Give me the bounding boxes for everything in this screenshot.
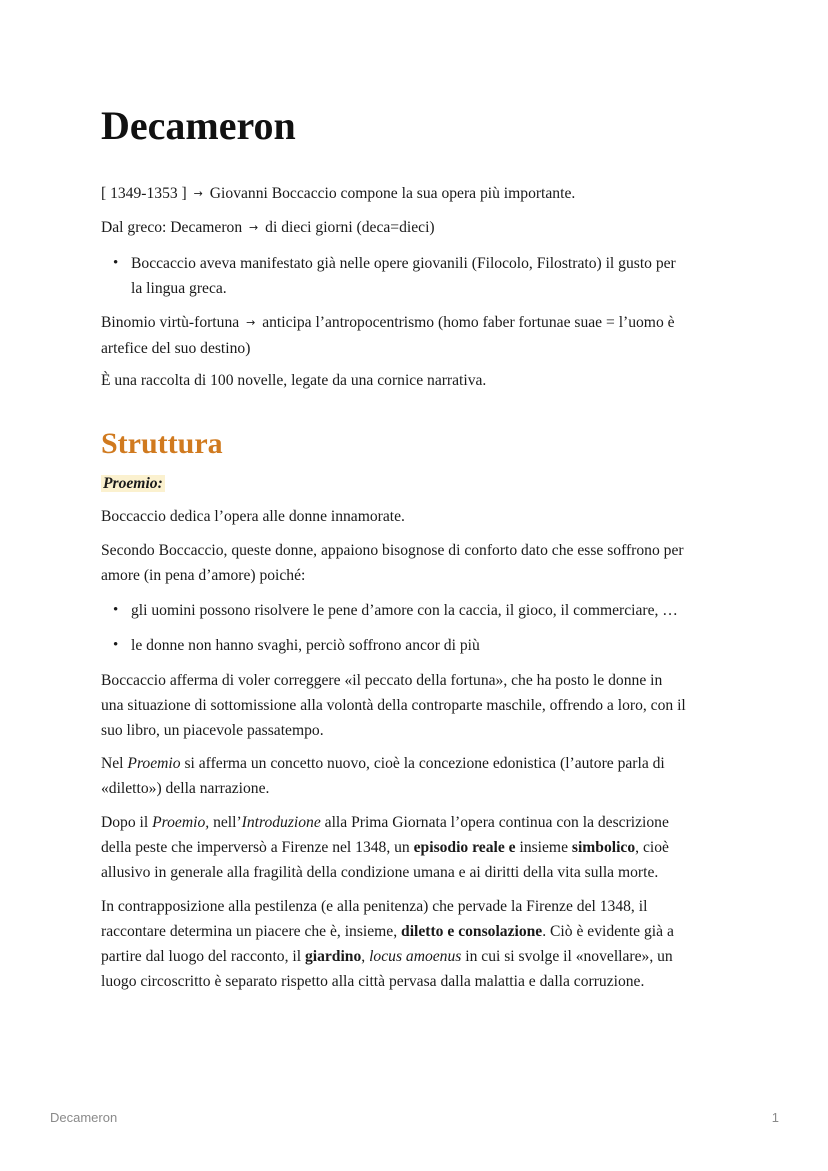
footer-title: Decameron [50,1110,118,1125]
right-arrow-icon: → [193,187,203,200]
paragraph-line: amore (in pena d’amore) poiché: [101,567,306,584]
page-title: Decameron [101,103,296,148]
italic-locus-amoenus: locus amoenus [369,948,462,965]
paragraph-secondo [101,538,729,588]
text-span: . Ciò è evidente già a [542,923,674,940]
paragraph-peste [101,810,729,885]
bold-giardino: giardino [304,948,362,965]
italic-proemio: Proemio, [152,814,210,831]
proemio-label: Proemio: [103,475,163,492]
text-span: , cioè [635,839,669,856]
list-item-text: Boccaccio aveva manifestato già nelle opere giovanili (Filocolo, Filostrato) il gusto per [131,255,676,272]
bold-simbolico: simbolico [571,839,636,856]
paragraph-contrapposizione [101,894,729,994]
dedica-text: Boccaccio dedica l’opera alle donne innamorate. [101,508,405,525]
text-span: Dopo il [101,814,149,831]
paragraph-line: Boccaccio afferma di voler correggere «il peccato della fortuna», che ha posto le donne in [101,672,663,689]
bullet-icon: • [113,255,119,271]
binomio-text: Binomio virtù-fortuna [101,314,240,331]
text-span: alla Prima Giornata l’opera continua con la descrizione [324,814,669,831]
greek-meaning-text: di dieci giorni (deca=dieci) [265,219,435,236]
paragraph-line: allusivo in generale alla fragilità della condizione umana e ai diritti della vita sulla morte. [101,864,659,881]
text-span: raccontare determina un piacere che è, insieme, [101,923,398,940]
text-span: nell’ [213,814,242,831]
text-span: , [361,948,366,965]
italic-introduzione: Introduzione [241,814,321,831]
binomio-explanation-cont: artefice del suo destino) [101,340,251,357]
section-heading: Struttura [101,427,223,460]
right-arrow-icon: → [246,316,256,329]
list-item-text: la lingua greca. [131,280,227,297]
binomio-explanation: anticipa l’antropocentrismo (homo faber fortunae suae = l’uomo è [262,314,675,331]
intro-text: Giovanni Boccaccio compone la sua opera più importante. [209,185,576,202]
raccolta-text: È una raccolta di 100 novelle, legate da una cornice narrativa. [101,372,487,389]
bullet-icon: • [113,637,119,653]
list-item [101,633,729,658]
list-item [101,598,729,623]
date-range: [ 1349-1353 ] [101,185,187,202]
paragraph-raccolta [101,368,729,393]
list-item-text: le donne non hanno svaghi, perciò soffrono ancor di più [131,637,480,654]
right-arrow-icon: → [249,221,259,234]
text-span: Nel [101,755,124,772]
intro-paragraph-dates [101,181,729,207]
text-span: partire dal luogo del racconto, il [101,948,302,965]
paragraph-line: In contrapposizione alla pestilenza (e alla penitenza) che pervade la Firenze del 1348, il [101,898,648,915]
italic-proemio: Proemio [127,755,181,772]
text-span: della peste che imperversò a Firenze nel 1348, un [101,839,410,856]
bullet-icon: • [113,602,119,618]
proemio-label-paragraph [101,471,729,496]
text-span: si afferma un concetto nuovo, cioè la concezione edonistica (l’autore parla di [184,755,665,772]
paragraph-line: «diletto») della narrazione. [101,780,270,797]
text-span: insieme [519,839,568,856]
bold-diletto-consolazione: diletto e consolazione [401,923,543,940]
paragraph-line: una situazione di sottomissione alla volontà della controparte maschile, offrendo a loro, con il [101,697,686,714]
paragraph-correggere [101,668,729,743]
greek-origin-text: Dal greco: Decameron [101,219,243,236]
page-number: 1 [771,1110,779,1125]
paragraph-line: Secondo Boccaccio, queste donne, appaiono bisognose di conforto dato che esse soffrono per [101,542,684,559]
list-item-text: gli uomini possono risolvere le pene d’amore con la caccia, il gioco, il commerciare, … [131,602,678,619]
paragraph-edonistica [101,751,729,801]
paragraph-line: luogo circoscritto è separato rispetto alla città pervasa dalla malattia e dalla corruzione. [101,973,645,990]
intro-paragraph-greek [101,215,729,241]
paragraph-dedica [101,504,729,529]
text-span: in cui si svolge il «novellare», un [465,948,673,965]
paragraph-binomio [101,310,729,361]
bold-episodio-reale: episodio reale e [413,839,516,856]
paragraph-line: suo libro, un piacevole passatempo. [101,722,324,739]
list-item [101,251,729,301]
